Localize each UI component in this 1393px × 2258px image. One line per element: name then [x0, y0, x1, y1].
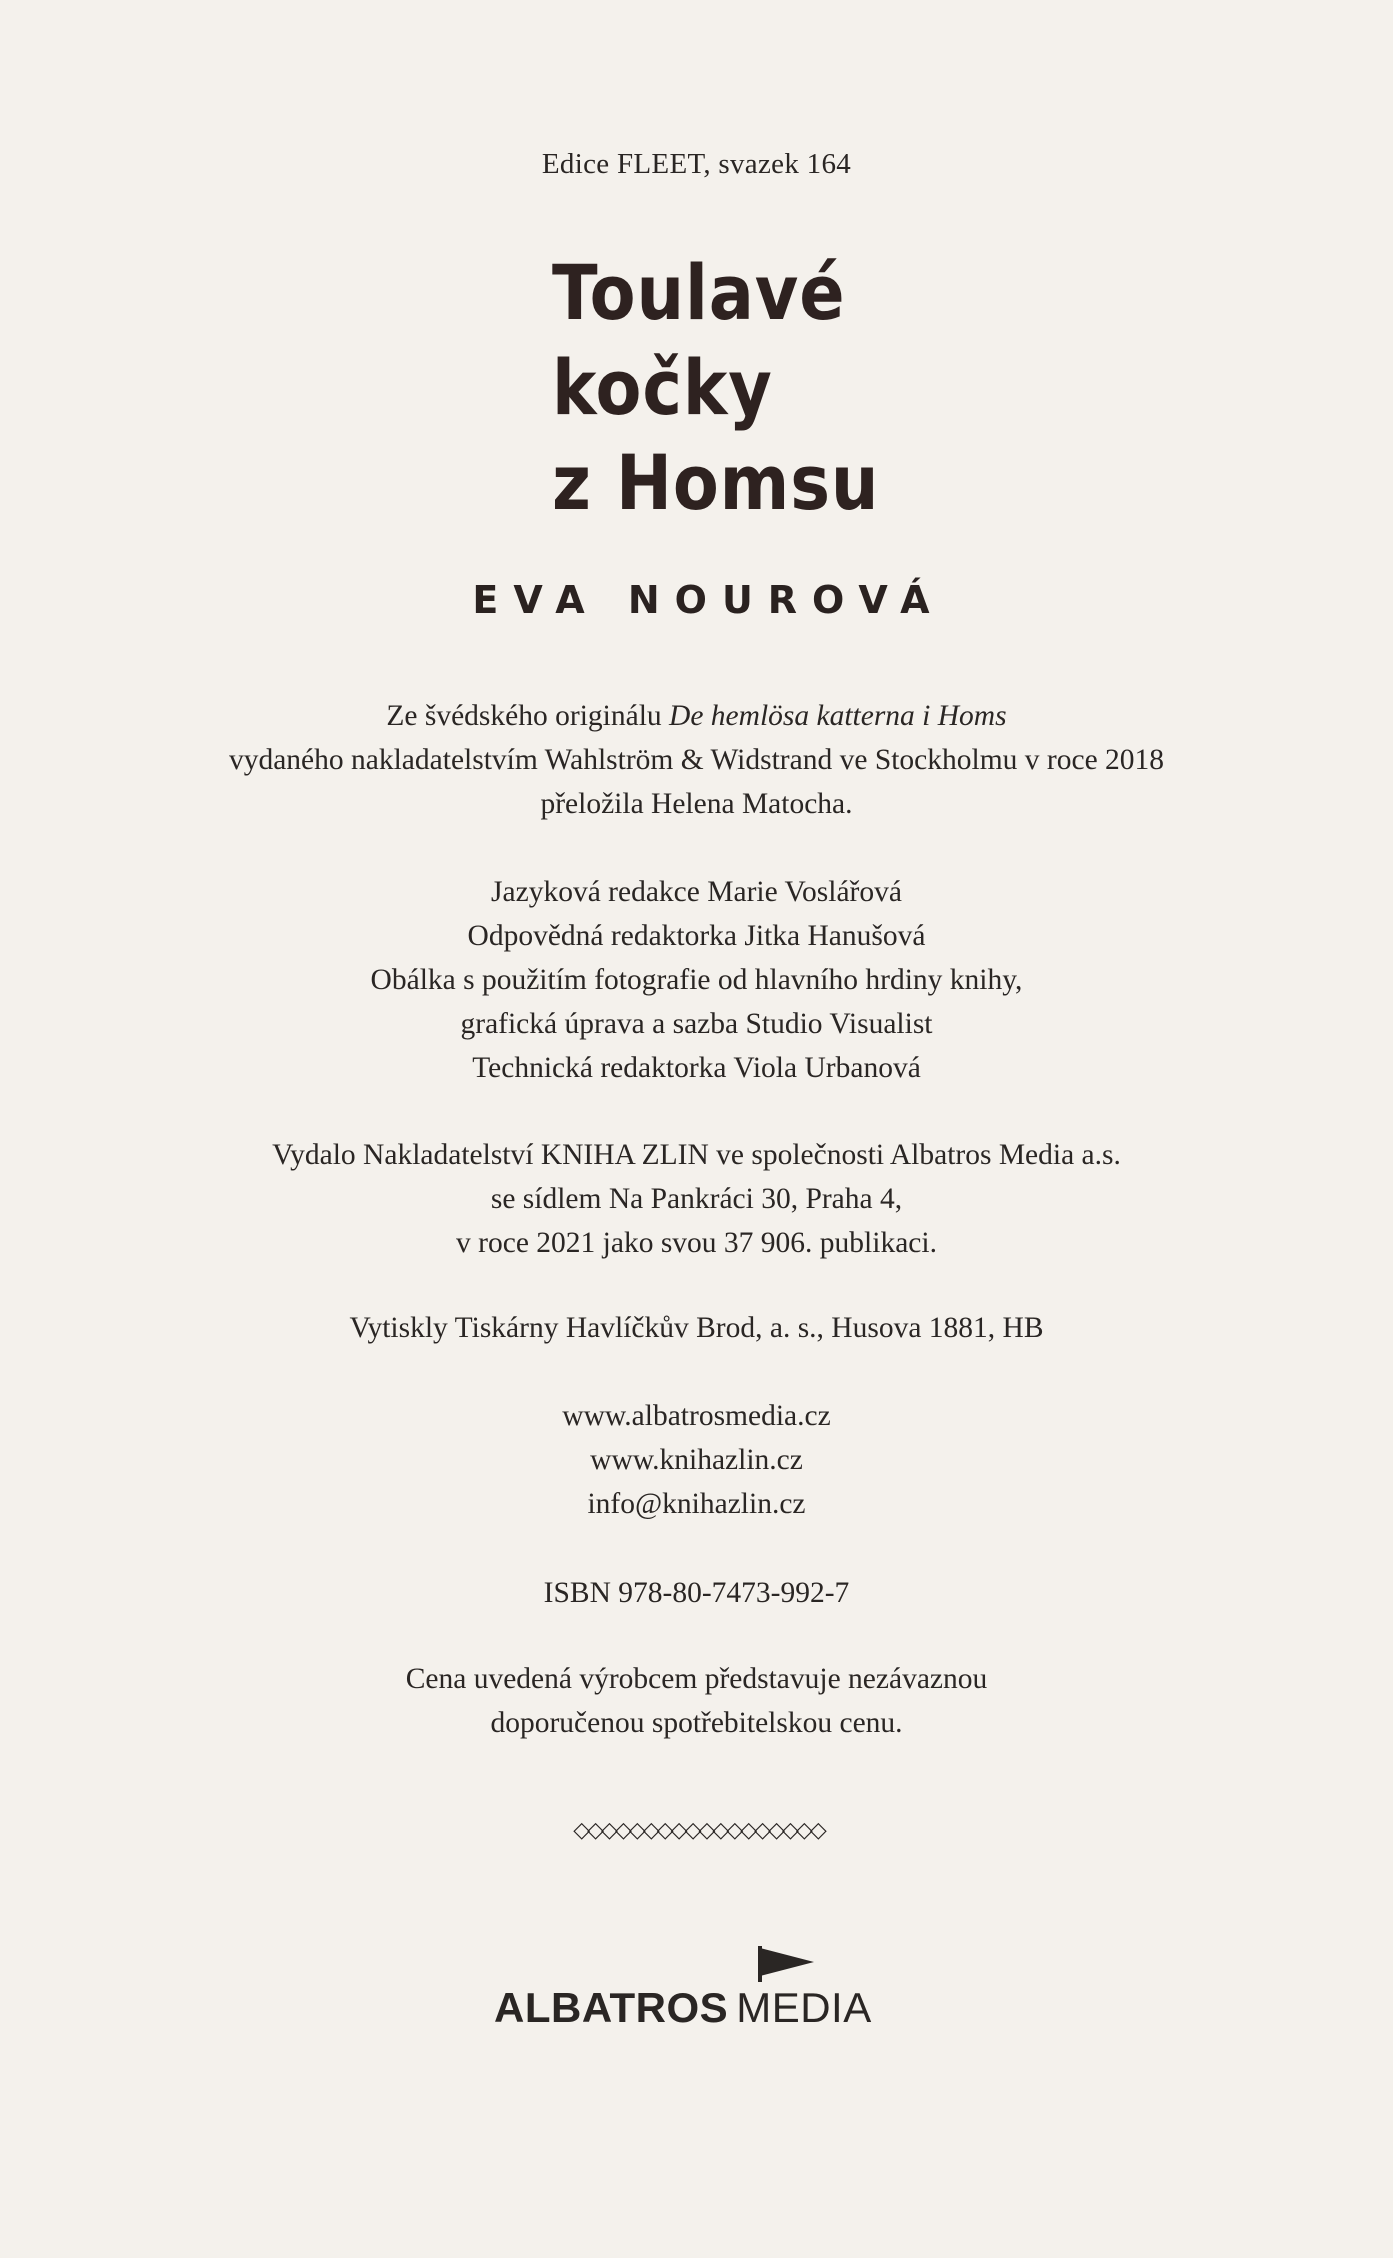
diamond-ornament: ◇◇◇◇◇◇◇◇◇◇◇◇◇◇◇◇◇◇ [573, 1818, 824, 1843]
website-link: www.knihazlin.cz [590, 1444, 803, 1476]
credit-line: Odpovědná redaktorka Jitka Hanušová [467, 920, 926, 952]
printer-line: Vytiskly Tiskárny Havlíčkův Brod, a. s., Husova 1881, HB [349, 1312, 1044, 1344]
translator-line: přeložila Helena Matocha. [540, 788, 853, 820]
publisher-line: se sídlem Na Pankráci 30, Praha 4, [490, 1183, 903, 1215]
credits-block [0, 870, 1393, 1090]
credit-line: Obálka s použitím fotografie od hlavního hrdiny knihy, [370, 964, 1023, 996]
publisher-line: v roce 2021 jako svou 37 906. publikaci. [456, 1227, 937, 1259]
contacts-block [0, 1394, 1393, 1526]
original-title: De hemlösa katterna i Homs [669, 700, 1007, 732]
credit-line: Technická redaktorka Viola Urbanová [472, 1052, 921, 1084]
translation-line: vydaného nakladatelstvím Wahlström & Widstrand ve Stockholmu v roce 2018 [228, 744, 1165, 776]
credit-line: grafická úprava a sazba Studio Visualist [460, 1008, 933, 1040]
email-link: info@knihazlin.cz [587, 1488, 806, 1520]
isbn: ISBN 978-80-7473-992-7 [543, 1577, 850, 1609]
price-note [0, 1657, 1393, 1745]
flag-icon [758, 1946, 818, 1982]
author-name: EVA NOUROVÁ [472, 578, 945, 622]
price-note-line: doporučenou spotřebitelskou cenu. [490, 1707, 903, 1739]
series-line: Edice FLEET, svazek 164 [541, 148, 852, 180]
title-line: Toulavé [552, 248, 846, 337]
publisher-block [0, 1133, 1393, 1265]
albatros-media-logo [494, 1946, 904, 2031]
translation-note [0, 694, 1393, 826]
logo-wordmark-bold: ALBATROS [494, 1984, 729, 2031]
book-title [552, 245, 879, 530]
translation-prefix: Ze švédského originálu [386, 700, 670, 732]
publisher-line: Vydalo Nakladatelství KNIHA ZLIN ve společnosti Albatros Media a.s. [272, 1139, 1121, 1171]
title-line: z Homsu [552, 438, 880, 527]
website-link: www.albatrosmedia.cz [562, 1400, 831, 1432]
price-note-line: Cena uvedená výrobcem představuje nezávaznou [405, 1663, 988, 1695]
credit-line: Jazyková redakce Marie Voslářová [491, 876, 902, 908]
title-line: kočky [552, 343, 773, 432]
logo-wordmark-light: MEDIA [736, 1984, 872, 2031]
